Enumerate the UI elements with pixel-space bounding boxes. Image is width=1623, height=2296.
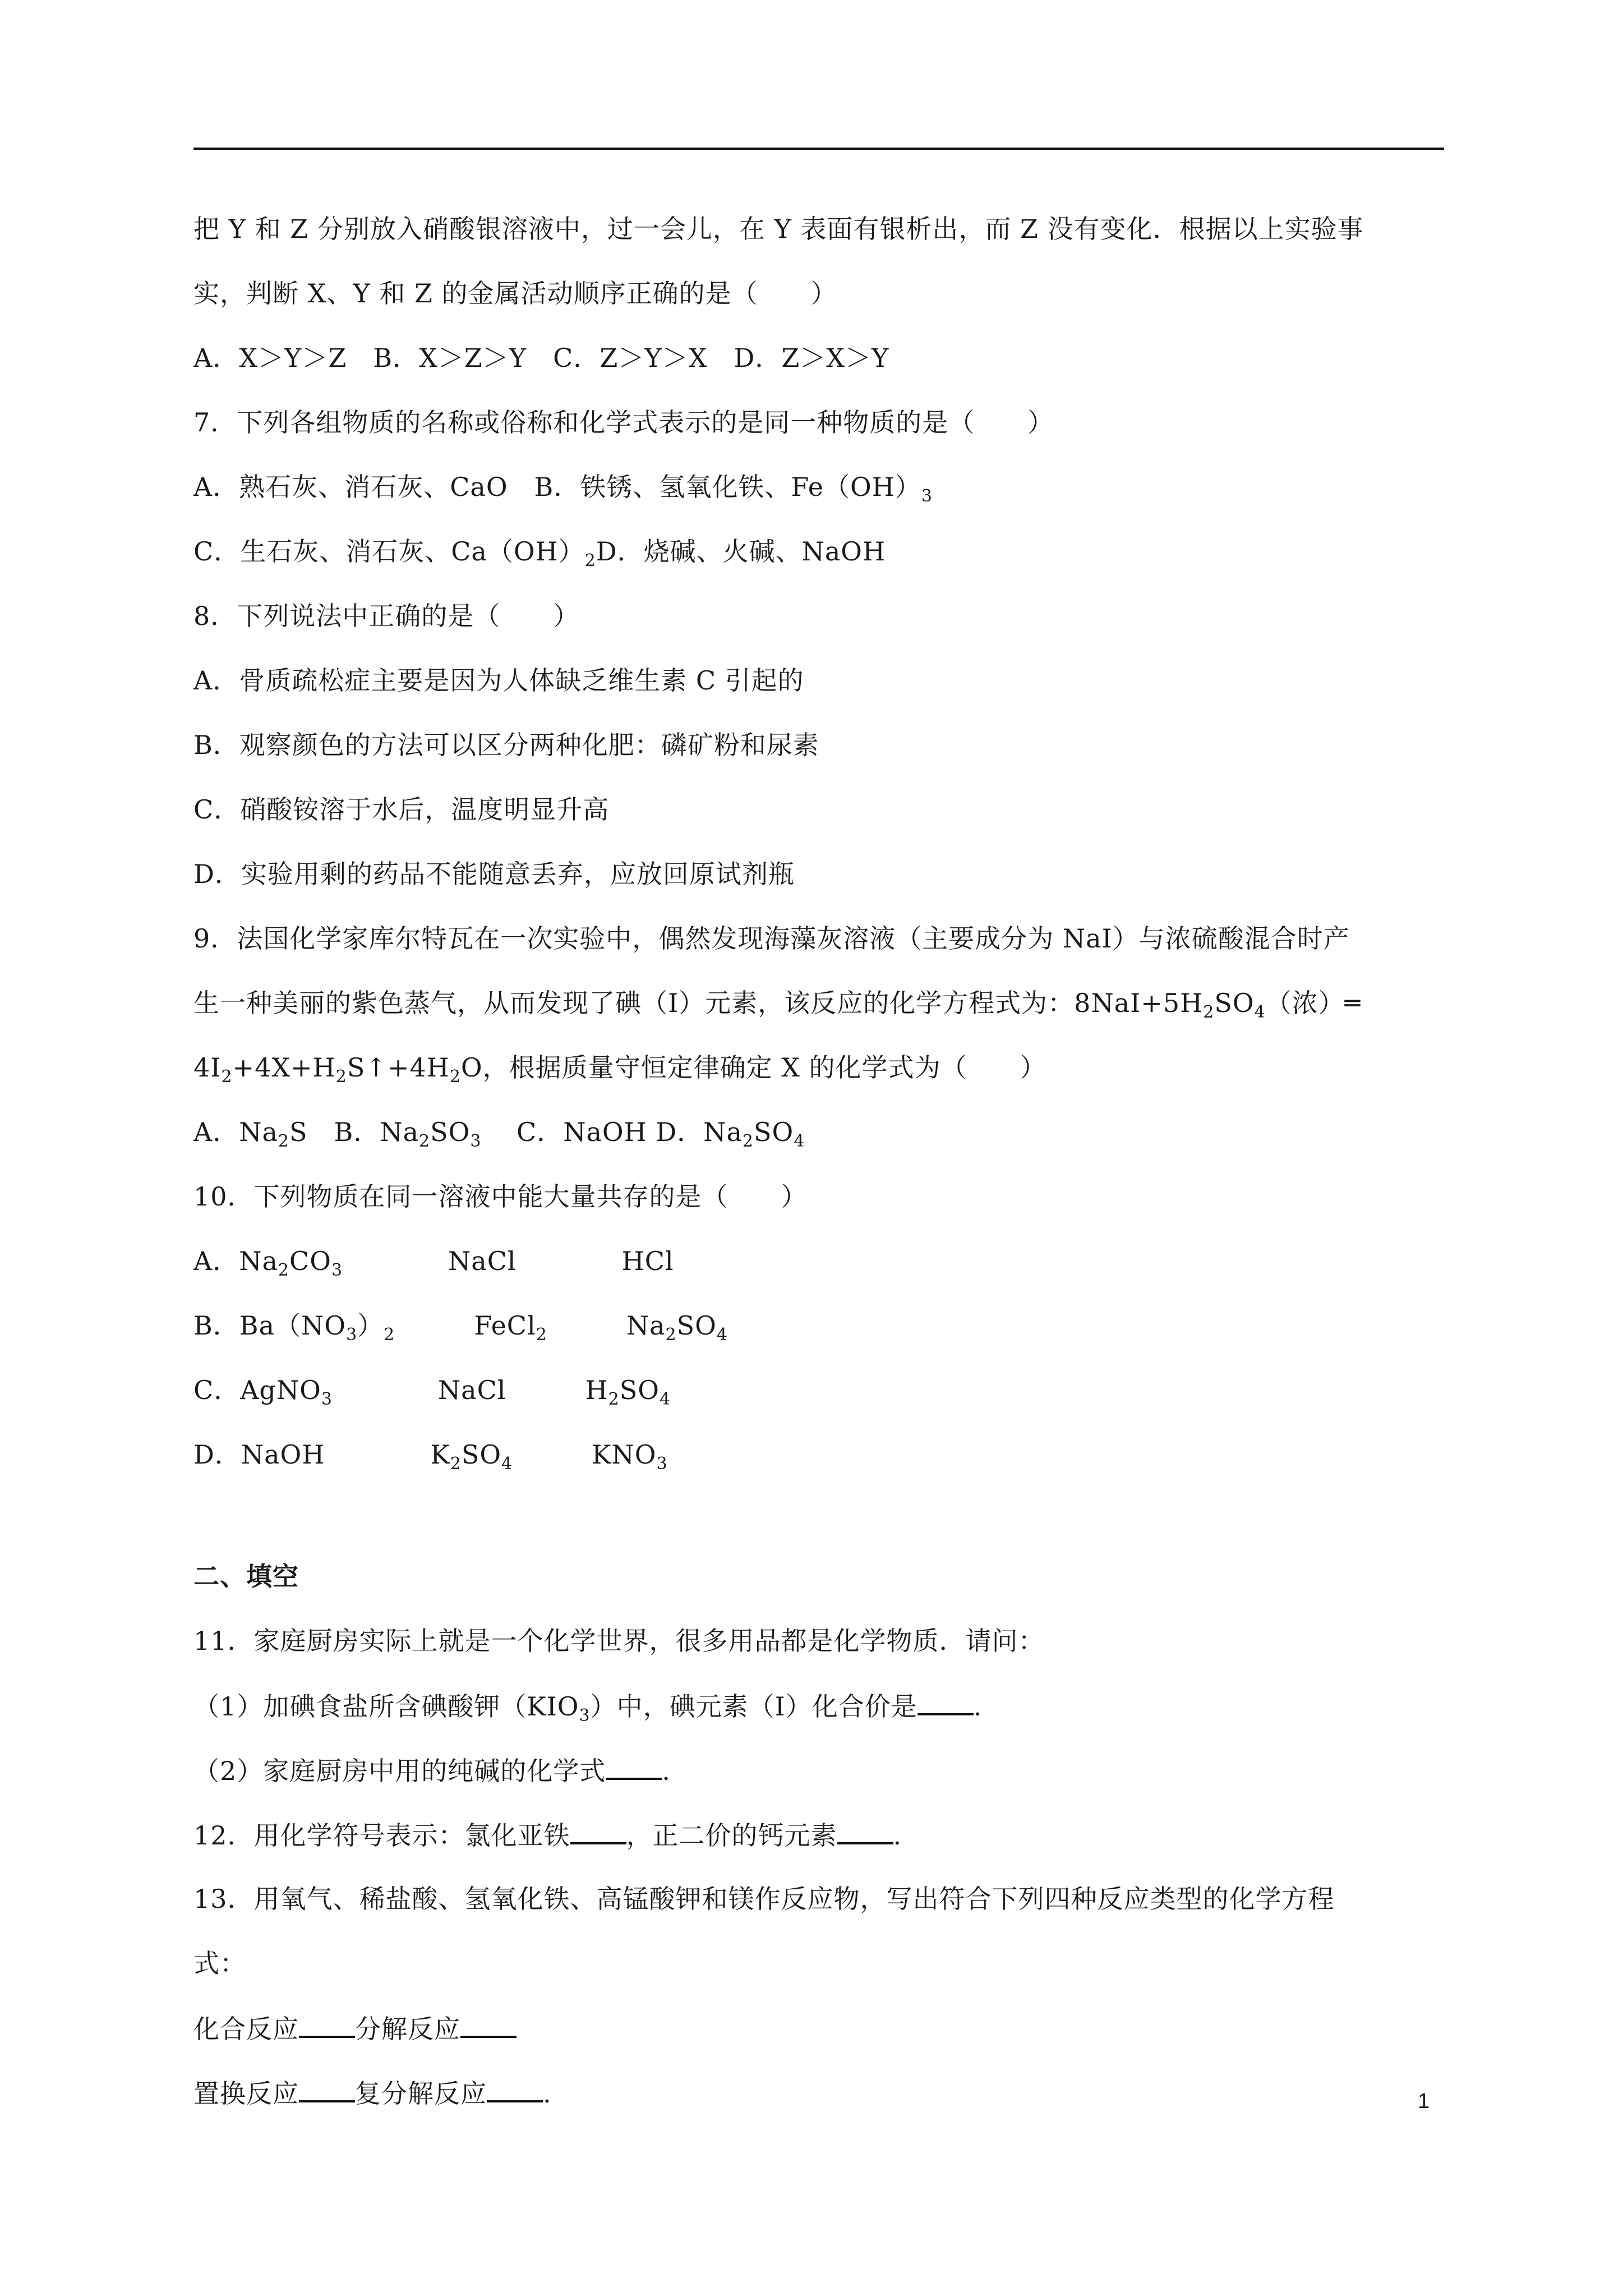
- q7-options-ab: A．熟石灰、消石灰、CaO B．铁锈、氢氧化铁、$Fe(OH)_3$: [193, 472, 933, 506]
- q9-text-line1: 9．法国化学家库尔特瓦在一次实验中，偶然发现海藻灰溶液（主要成分为 NaI）与浓硫酸混合时产: [193, 923, 1350, 954]
- answer-blank[interactable]: [299, 2076, 355, 2102]
- q9-text-line3: $4I_2+4X+H_2S↑+4H_2O$，根据质量守恒定律确定 X 的化学式为（ ）: [193, 1052, 1046, 1087]
- q12-text: 12．用化学符号表示：氯化亚铁 ，正二价的钙元素 .: [193, 1818, 1450, 1852]
- q13-text-line1: 13．用氧气、稀盐酸、氢氧化铁、高锰酸钾和镁作反应物，写出符合下列四种反应类型的化学方程: [193, 1884, 1335, 1914]
- section-title-fill-in: 二、填空: [193, 1561, 299, 1591]
- header-rule: [193, 148, 1444, 150]
- q10-option-a: A．$Na_2CO_3$ NaCl HCl: [193, 1246, 674, 1280]
- answer-blank[interactable]: [299, 2011, 355, 2038]
- page-number: 1: [1418, 2090, 1430, 2113]
- q10-stem: 10．下列物质在同一溶液中能大量共存的是（ ）: [193, 1181, 808, 1212]
- q7-stem: 7．下列各组物质的名称或俗称和化学式表示的是同一种物质的是（ ）: [193, 407, 1054, 438]
- answer-blank[interactable]: [606, 1753, 662, 1780]
- q8-option-d: D．实验用剩的药品不能随意丢弃，应放回原试剂瓶: [193, 859, 795, 889]
- answer-blank[interactable]: [837, 1818, 893, 1844]
- q9-options: A．$Na_2S$ B．$Na_2SO_3$ C．NaOH D．$Na_2SO_4$: [193, 1117, 805, 1151]
- q10-option-b: B．$Ba(NO_3)_2$ FeCl$_2$ $Na_2SO_4$: [193, 1310, 728, 1345]
- q10-option-c: C．AgNO$_3$ NaCl $H_2SO_4$: [193, 1375, 671, 1409]
- q11-stem: 11．家庭厨房实际上就是一个化学世界，很多用品都是化学物质．请问：: [193, 1626, 1045, 1656]
- q6-text-line2: 实，判断 X、Y 和 Z 的金属活动顺序正确的是（ ）: [193, 278, 837, 309]
- q11-part1: （1）加碘食盐所含碘酸钾$(KIO_3)$中，碘元素（I）化合价是 .: [193, 1688, 1450, 1723]
- q8-option-c: C．硝酸铵溶于水后，温度明显升高: [193, 794, 610, 825]
- answer-blank[interactable]: [917, 1688, 974, 1715]
- q13-row1: 化合反应 分解反应: [193, 2011, 1450, 2046]
- answer-blank[interactable]: [570, 1818, 626, 1844]
- q8-option-a: A．骨质疏松症主要是因为人体缺乏维生素 C 引起的: [193, 665, 804, 696]
- q9-text-line2: 生一种美丽的紫色蒸气，从而发现了碘（I）元素，该反应的化学方程式为：$8NaI+5H_2SO_4$（浓）═: [193, 988, 1361, 1022]
- answer-blank[interactable]: [460, 2011, 517, 2038]
- q10-option-d: D．NaOH $K_2SO_4$ $KNO_3$: [193, 1439, 668, 1474]
- answer-blank[interactable]: [487, 2076, 543, 2102]
- q8-option-b: B．观察颜色的方法可以区分两种化肥：磷矿粉和尿素: [193, 730, 819, 760]
- q8-stem: 8．下列说法中正确的是（ ）: [193, 601, 580, 631]
- q6-options: A．X＞Y＞Z B．X＞Z＞Y C．Z＞Y＞X D．Z＞X＞Y: [193, 343, 889, 373]
- q13-text-line2: 式：: [193, 1948, 246, 1978]
- q13-row2: 置换反应 复分解反应 .: [193, 2076, 1450, 2110]
- q7-options-cd: C．生石灰、消石灰、$Ca(OH)_2D$．烧碱、火碱、NaOH: [193, 536, 886, 570]
- q6-text-line1: 把 Y 和 Z 分别放入硝酸银溶液中，过一会儿，在 Y 表面有银析出，而 Z 没有变化．根据以上实验事: [193, 214, 1364, 244]
- q11-part2: （2）家庭厨房中用的纯碱的化学式 .: [193, 1753, 1450, 1788]
